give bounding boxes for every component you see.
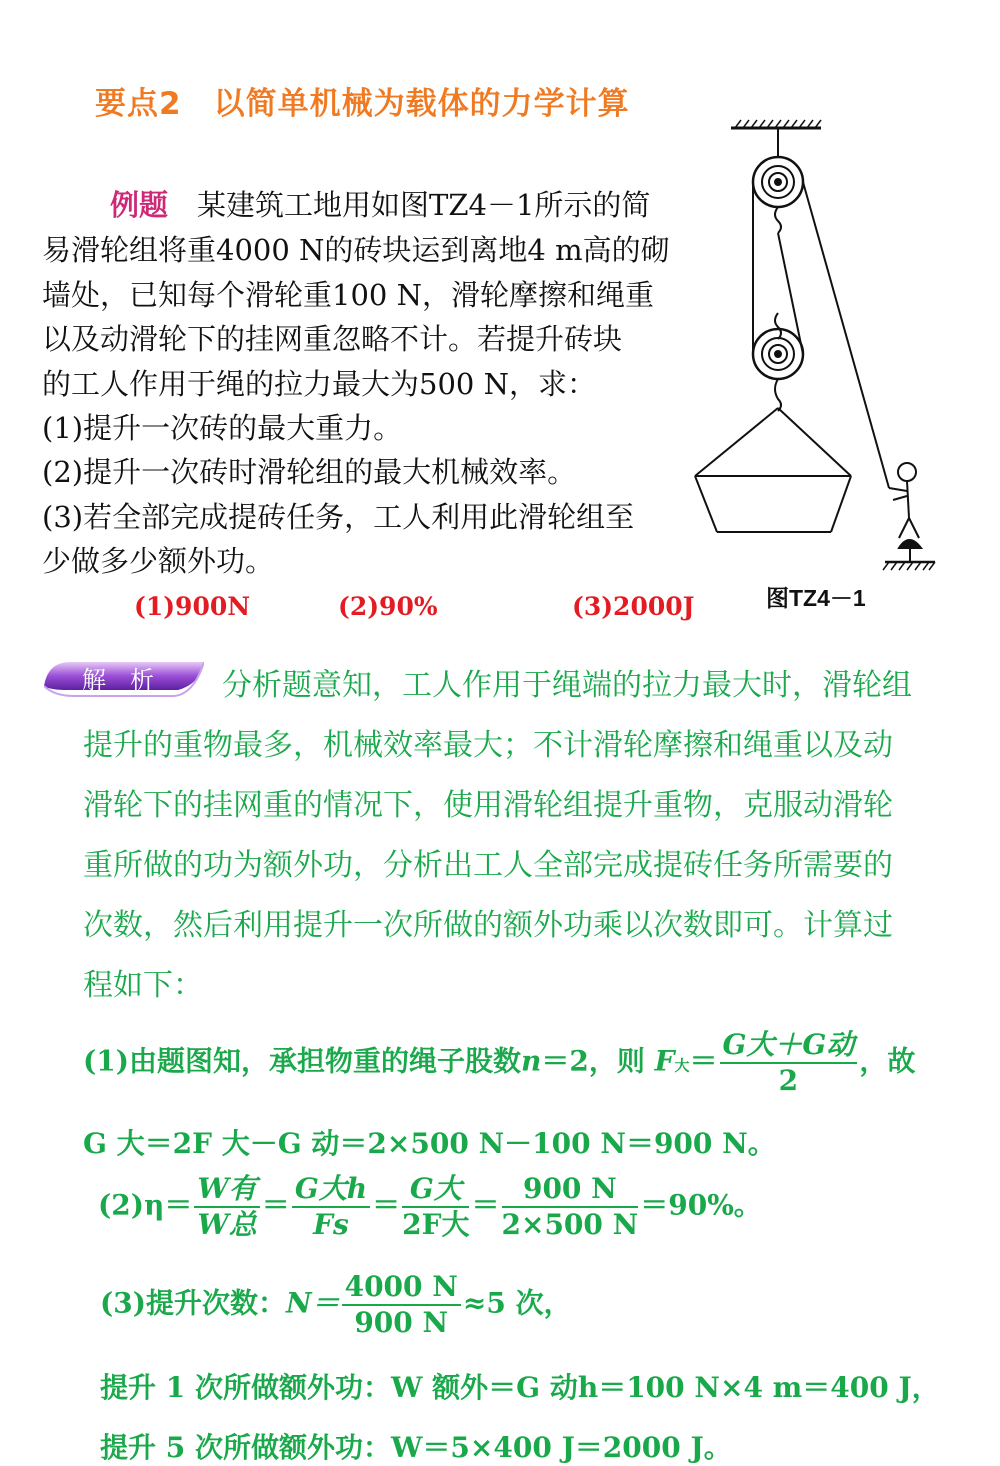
pulley-diagram: [685, 108, 965, 578]
answer-2: (2)90%: [338, 592, 438, 621]
figure-caption: 图TZ4－1: [766, 585, 866, 611]
question-line-1: 例题 某建筑工地用如图TZ4－1所示的简: [110, 188, 651, 222]
fraction-w: $\frac{\text{W有}}{\text{W总}}$: [194, 1172, 259, 1242]
question-line-2: 易滑轮组将重4000 N的砖块运到离地4 m高的砌: [42, 233, 670, 267]
analysis-line-3: 滑轮下的挂网重的情况下，使用滑轮组提升重物，克服动滑轮: [83, 788, 893, 823]
question-line-4: 以及动滑轮下的挂网重忽略不计。若提升砖块: [42, 322, 623, 356]
question-line-5: 的工人作用于绳的拉力最大为500 N，求：: [42, 367, 596, 401]
section-title: 要点2 以简单机械为载体的力学计算: [95, 86, 630, 122]
question-line-3: 墙处，已知每个滑轮重100 N，滑轮摩擦和绳重: [42, 278, 654, 312]
analysis-line-6: 程如下：: [83, 968, 203, 1003]
fraction-count: $\frac{4000 N}{900 N}$: [342, 1270, 461, 1340]
solution-step-1b: G 大＝2F 大－G 动＝2×500 N－100 N＝900 N。: [83, 1127, 776, 1160]
solution-step-1: (1)由题图知，承担物重的绳子股数n＝2，则 F大＝ $\frac{\text{G大＋G动}}{2}$ ，故: [83, 1028, 916, 1097]
fraction-g2f: $\frac{\text{G大}}{\text{2F大}}$: [402, 1172, 470, 1241]
analysis-line-5: 次数，然后利用提升一次所做的额外功乘以次数即可。计算过: [83, 908, 893, 943]
solution-step-3: (3)提升次数：N＝ $\frac{4000 N}{900 N}$ ≈5 次，: [100, 1270, 572, 1339]
question-part-3: (3)若全部完成提砖任务，工人利用此滑轮组至: [42, 500, 635, 534]
example-label: 例题: [110, 188, 169, 222]
answer-1: (1)900N: [134, 592, 251, 621]
analysis-line-4: 重所做的功为额外功，分析出工人全部完成提砖任务所需要的: [83, 848, 893, 883]
question-part-2: (2)提升一次砖时滑轮组的最大机械效率。: [42, 455, 577, 489]
analysis-badge-label: 解 析: [82, 666, 154, 694]
solution-step-4: 提升 1 次所做额外功：W 额外＝G 动h＝100 N×4 m＝400 J，: [100, 1371, 940, 1404]
answer-3: (3)2000J: [572, 592, 695, 621]
question-part-1: (1)提升一次砖的最大重力。: [42, 411, 403, 445]
solution-step-5: 提升 5 次所做额外功：W＝5×400 J＝2000 J。: [100, 1431, 732, 1464]
fraction-gh: $\frac{\text{G大h}}{Fs}$: [292, 1172, 370, 1242]
fraction-force: $\frac{\text{G大＋G动}}{2}$: [720, 1028, 858, 1098]
fraction-values: $\frac{900 N}{2\times 500 N}$: [501, 1172, 639, 1241]
analysis-line-2: 提升的重物最多，机械效率最大；不计滑轮摩擦和绳重以及动: [83, 728, 893, 763]
solution-step-2: (2)η＝ $\frac{\text{W有}}{\text{W总}}$ ＝ $\frac{\text{G大h}}{Fs}$ ＝ $\frac{\text{G大}}{\text{2F大}}$ ＝ $\frac{900 N}{2\times 500 N}$ ＝90%。: [98, 1172, 762, 1241]
analysis-line-1: 分析题意知，工人作用于绳端的拉力最大时，滑轮组: [222, 668, 912, 703]
question-part-3-cont: 少做多少额外功。: [42, 544, 275, 578]
